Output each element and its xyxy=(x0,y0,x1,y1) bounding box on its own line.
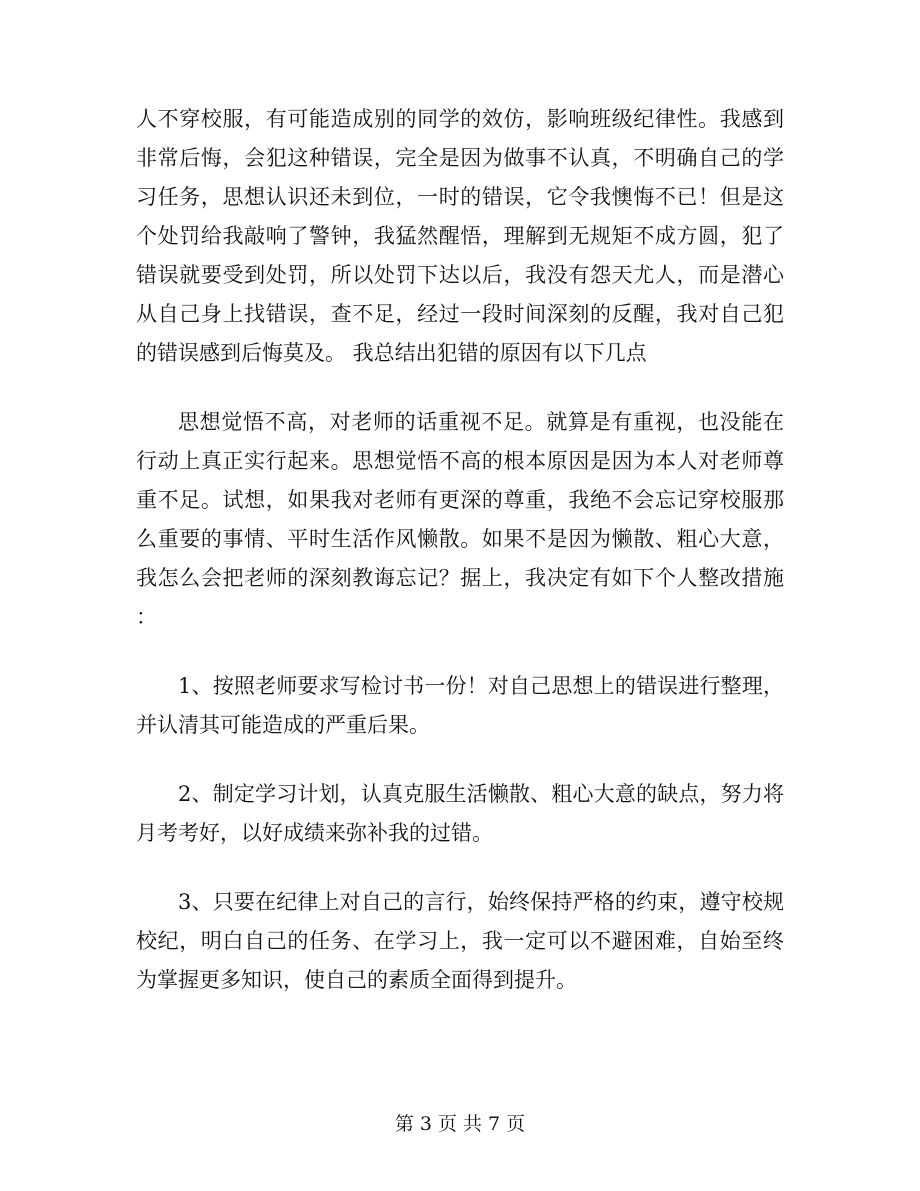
paragraph-intro: 人不穿校服，有可能造成别的同学的效仿，影响班级纪律性。我感到非常后悔，会犯这种错误，完全是因为做事不认真，不明确自己的学习任务，思想认识还未到位，一时的错误，它令我懊悔不已！但是这个处罚给我敲响了警钟，我猛然醒悟，理解到无规矩不成方圆，犯了错误就要受到处罚，所以处罚下达以后，我没有怨天尤人，而是潜心从自己身上找错误，查不足，经过一段时间深刻的反醒，我对自己犯的错误感到后悔莫及。 我总结出犯错的原因有以下几点 xyxy=(136,107,784,365)
document-body xyxy=(136,100,784,1030)
page-number-footer: 第 3 页 共 7 页 xyxy=(394,1113,526,1135)
paragraph-measure-2: 2、制定学习计划，认真克服生活懒散、粗心大意的缺点，努力将月考考好，以好成绩来弥补我的过错。 xyxy=(136,782,784,845)
paragraph-measure-3: 3、只要在纪律上对自己的言行，始终保持严格的约束，遵守校规校纪，明白自己的任务、在学习上，我一定可以不避困难，自始至终为掌握更多知识，使自己的素质全面得到提升。 xyxy=(136,890,784,992)
paragraph-reason: 思想觉悟不高，对老师的话重视不足。就算是有重视，也没能在行动上真正实行起来。思想觉悟不高的根本原因是因为本人对老师尊重不足。试想，如果我对老师有更深的尊重，我绝不会忘记穿校服那么重要的事情、平时生活作风懒散。如果不是因为懒散、粗心大意，我怎么会把老师的深刻教诲忘记？据上，我决定有如下个人整改措施： xyxy=(136,410,784,629)
paragraph-measure-1: 1、按照老师要求写检讨书一份！对自己思想上的错误进行整理，并认清其可能造成的严重后果。 xyxy=(136,674,784,737)
